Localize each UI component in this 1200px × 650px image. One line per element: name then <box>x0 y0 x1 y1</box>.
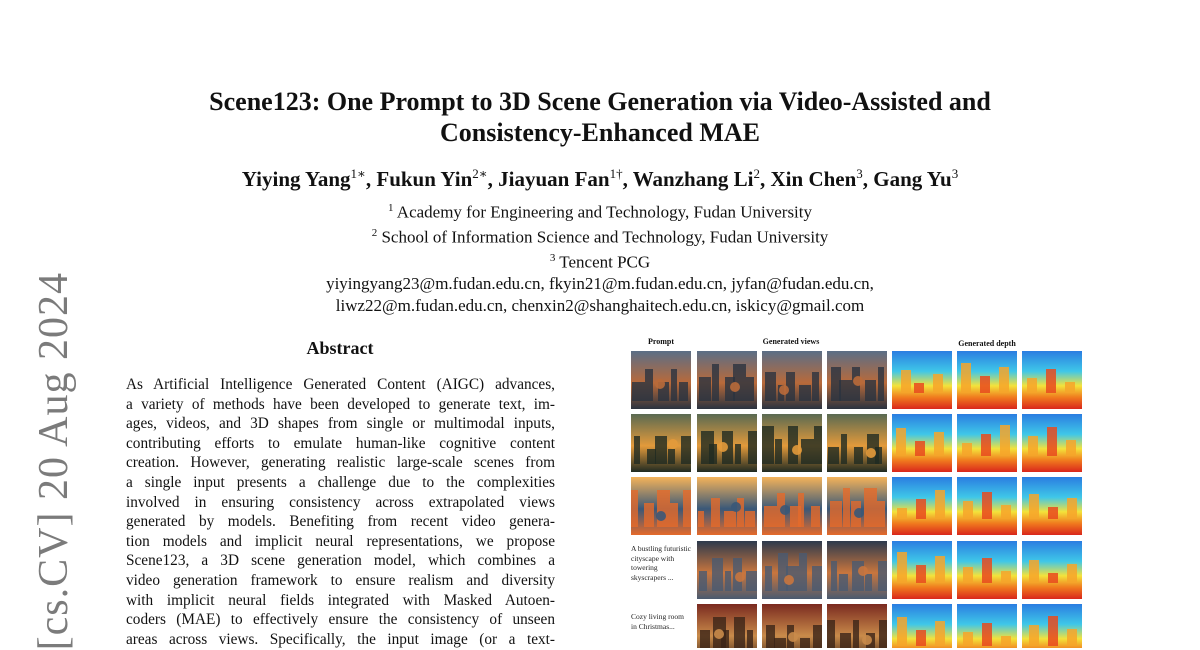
affiliation-1: $^1$ Academy for Engineering and Technology, Fudan University <box>387 202 813 222</box>
author: Yiying Yang$^{1∗}$ <box>241 166 366 191</box>
prompt-image <box>631 477 691 535</box>
abstract-line: tion models and implicit neural representations, we propose <box>126 532 555 550</box>
generated-depth-image <box>1022 604 1082 648</box>
generated-depth-image <box>892 351 952 409</box>
generated-view-image <box>697 604 757 648</box>
generated-depth-image <box>957 604 1017 648</box>
abstract-line: creation. However, generating realistic large-scale scenes from <box>126 454 555 472</box>
abstract-line: generated by models. Benefiting from recent video genera- <box>126 513 555 531</box>
abstract-line: ages, videos, and 3D shapes from single or multimodal inputs, <box>126 415 555 433</box>
emails-line-2: liwz22@m.fudan.edu.cn, chenxin2@shanghaitech.edu.cn, iskicy@gmail.com <box>335 295 865 315</box>
generated-depth-image <box>1022 351 1082 409</box>
affiliation-2: $^2$ School of Information Science and Technology, Fudan University <box>371 227 829 247</box>
prompt-text-row-5: Cozy living room in Christmas... <box>631 612 684 631</box>
abstract-body <box>126 375 555 649</box>
abstract-line: areas across views. Specifically, the input image (or a text- <box>126 630 555 648</box>
generated-depth-image <box>957 351 1017 409</box>
figure-col-views: Generated views <box>762 337 820 346</box>
generated-view-image <box>697 414 757 472</box>
emails-line-1: yiyingyang23@m.fudan.edu.cn, fkyin21@m.fudan.edu.cn, jyfan@fudan.edu.cn, <box>326 274 874 294</box>
generated-view-image <box>697 541 757 599</box>
generated-depth-image <box>1022 477 1082 535</box>
arxiv-stamp-text: [cs.CV] 20 Aug 2024 <box>31 271 77 650</box>
title-line-2: Consistency-Enhanced MAE <box>440 118 760 147</box>
abstract-line: video generation framework to ensure realism and diversity <box>126 571 555 589</box>
generated-depth-image <box>892 541 952 599</box>
author: Fukun Yin$^{2∗}$ <box>376 166 488 191</box>
generated-view-image <box>762 541 822 599</box>
figure-col-depth: Generated depth <box>958 339 1016 348</box>
generated-depth-image <box>1022 541 1082 599</box>
abstract-line: with implicit neural fields integrated with Masked Autoen- <box>126 591 555 609</box>
abstract-line: coders (MAE) to effectively ensure the consistency of unseen <box>126 611 555 629</box>
author: Xin Chen$^3$ <box>770 166 863 191</box>
paper-title <box>100 86 1100 148</box>
arxiv-stamp <box>24 271 84 650</box>
generated-view-image <box>697 477 757 535</box>
generated-depth-image <box>957 477 1017 535</box>
generated-view-image <box>827 414 887 472</box>
author: Jiayuan Fan$^{1\dagger}$ <box>498 166 623 191</box>
figure-col-prompt: Prompt <box>647 337 675 346</box>
generated-depth-image <box>957 541 1017 599</box>
abstract-line: contributing efforts to emulate human-like cognitive content <box>126 434 555 452</box>
abstract-line: As Artificial Intelligence Generated Content (AIGC) advances, <box>126 376 555 393</box>
author: Wanzhang Li$^2$ <box>632 166 761 191</box>
affiliations <box>100 198 1100 316</box>
generated-depth-image <box>892 414 952 472</box>
prompt-image <box>631 414 691 472</box>
abstract-heading: Abstract <box>306 338 374 358</box>
generated-view-image <box>827 541 887 599</box>
generated-depth-image <box>892 604 952 648</box>
abstract-line: a variety of methods have been developed to generate text, im- <box>126 395 555 413</box>
abstract-line: involved in ensuring consistency across extrapolated views <box>126 493 555 511</box>
generated-depth-image <box>1022 414 1082 472</box>
generated-depth-image <box>892 477 952 535</box>
abstract-line: a single input presents a challenge due to the complexities <box>126 473 555 491</box>
generated-view-image <box>827 477 887 535</box>
generated-view-image <box>697 351 757 409</box>
affiliation-3: $^3$ Tencent PCG <box>549 252 651 272</box>
generated-depth-image <box>957 414 1017 472</box>
generated-view-image <box>827 604 887 648</box>
prompt-image <box>631 351 691 409</box>
author-list: Yiying Yang$^{1∗}$, Fukun Yin$^{2∗}$, Jiayuan Fan$^{1\dagger}$, Wanzhang Li$^2$, Xin Chen$^3$, Gang Yu$^3$ <box>241 166 959 191</box>
generated-view-image <box>827 351 887 409</box>
title-line-1: Scene123: One Prompt to 3D Scene Generation via Video-Assisted and <box>209 87 991 116</box>
prompt-text-row-4: A bustling futuristic cityscape with towering skyscrapers ... <box>631 544 691 582</box>
abstract-line: Scene123, a 3D scene generation model, which combines a <box>126 552 555 570</box>
generated-view-image <box>762 604 822 648</box>
generated-view-image <box>762 351 822 409</box>
author: Gang Yu$^3$ <box>873 166 959 191</box>
generated-view-image <box>762 477 822 535</box>
generated-view-image <box>762 414 822 472</box>
